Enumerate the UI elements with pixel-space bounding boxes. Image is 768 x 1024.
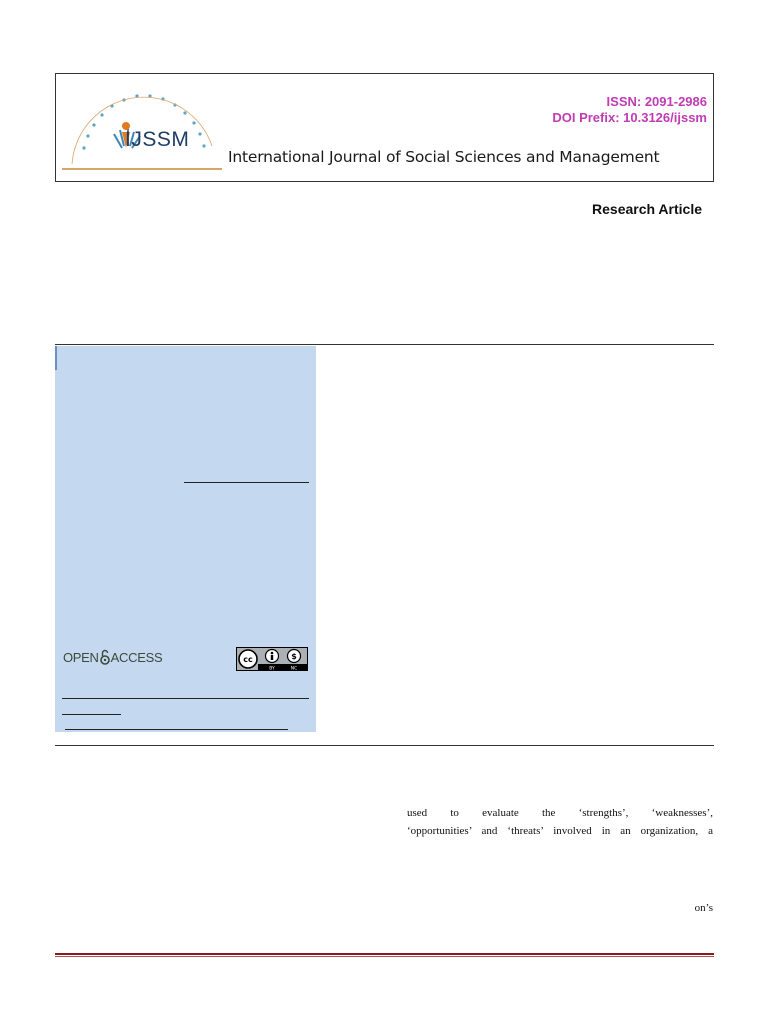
open-access-lock-icon (100, 649, 110, 665)
divider-top (55, 344, 714, 345)
journal-title: International Journal of Social Sciences and Management (228, 148, 660, 166)
journal-logo-text: IJSSM (125, 128, 190, 151)
journal-banner (55, 73, 714, 182)
open-access-logo (63, 649, 162, 665)
footer-rule (55, 953, 714, 957)
panel-rule-1 (62, 698, 309, 699)
svg-text:BY: BY (269, 666, 275, 671)
divider-middle (55, 745, 714, 746)
svg-text:NC: NC (290, 666, 298, 671)
article-info-panel (55, 346, 316, 732)
article-type-label: Research Article (592, 201, 702, 217)
panel-edge-marker (55, 346, 57, 370)
info-underline (184, 482, 309, 483)
doi-prefix: DOI Prefix: 10.3126/ijssm (552, 110, 707, 125)
journal-identifiers (552, 94, 707, 126)
abstract-text (407, 804, 713, 840)
abstract-line-2: ‘opportunities’ and ‘threats’ involved in an organization, a (407, 825, 713, 837)
svg-text:$: $ (291, 652, 297, 661)
abstract-line-1: used to evaluate the ‘strengths’, ‘weaknesses’, (407, 807, 713, 819)
issn-number: ISSN: 2091-2986 (606, 94, 707, 109)
panel-rule-3 (65, 729, 288, 730)
open-access-prefix: OPEN (63, 649, 99, 665)
panel-rule-2 (62, 714, 121, 715)
open-access-suffix: ACCESS (110, 649, 163, 665)
cc-by-nc-icon (236, 647, 308, 671)
abstract-fragment: on’s (694, 902, 713, 914)
svg-text:cc: cc (243, 655, 253, 664)
